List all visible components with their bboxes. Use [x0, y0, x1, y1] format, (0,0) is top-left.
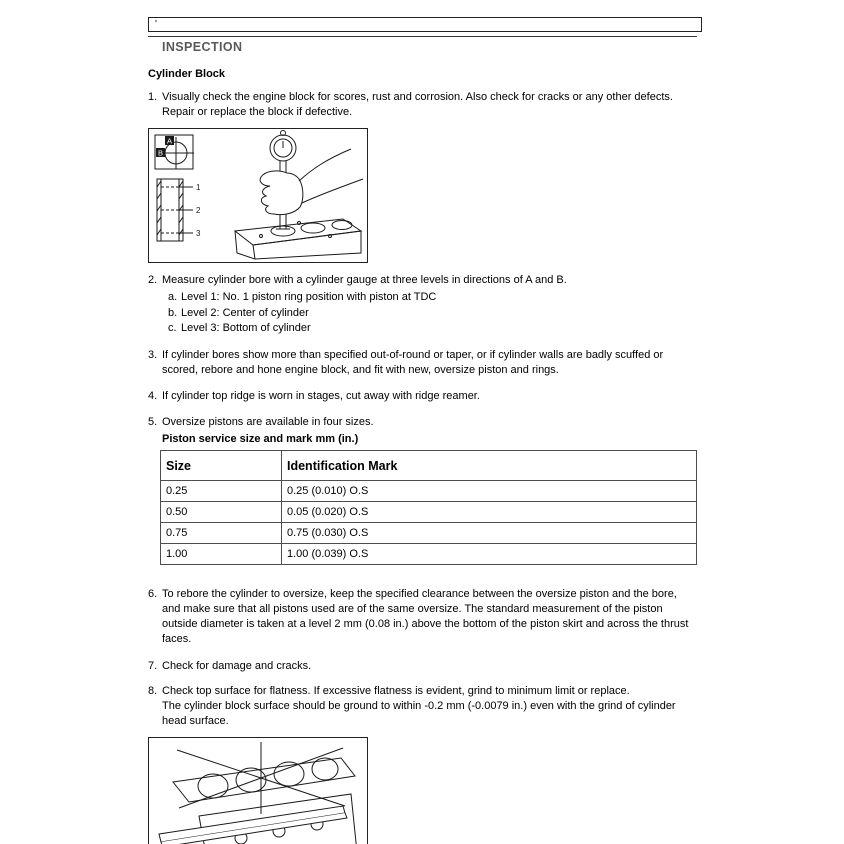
- step-text: Oversize pistons are available in four sizes.: [162, 415, 374, 428]
- sub-item-a: [168, 290, 697, 306]
- page-header-box: [148, 17, 702, 32]
- step-text: If cylinder bores show more than specified out-of-round or taper, or if cylinder walls are badly scuffed or scored, rebore and hone engine block, and fit with new, oversize piston and rings.: [162, 348, 664, 376]
- table-caption: Piston service size and mark mm (in.): [162, 432, 359, 445]
- figure-flatness-check: [148, 737, 368, 844]
- step-number: 2.: [148, 274, 158, 286]
- step-1: [148, 90, 697, 120]
- step-8: [148, 684, 697, 729]
- sub-item-text: Level 3: Bottom of cylinder: [181, 322, 311, 334]
- sub-item-label: a.: [168, 291, 178, 303]
- step-number: 5.: [148, 415, 158, 428]
- step-2: [148, 273, 697, 288]
- deck-surface-icon: [173, 758, 355, 802]
- straightedge-icon: [159, 806, 345, 842]
- sub-item-text: Level 1: No. 1 piston ring position with piston at TDC: [181, 291, 437, 303]
- figure-label-a: A: [166, 136, 173, 146]
- step-4: [148, 389, 697, 404]
- section-divider: [148, 36, 697, 37]
- step-text-continued: The cylinder block surface should be ground to within -0.2 mm (-0.0079 in.) even with the grind of cylinder head surface.: [162, 699, 676, 727]
- sub-item-label: c.: [168, 322, 177, 334]
- table-row: [161, 480, 697, 501]
- sub-item-b: [168, 306, 697, 322]
- step-text: Measure cylinder bore with a cylinder gauge at three levels in directions of A and B.: [162, 274, 567, 286]
- cell-mark: 0.25 (0.010) O.S: [282, 480, 697, 501]
- step-text: Check for damage and cracks.: [162, 659, 312, 672]
- sub-item-label: b.: [168, 306, 178, 319]
- sub-item-text: Level 2: Center of cylinder: [181, 306, 309, 319]
- figure-label-level1: 1: [196, 183, 201, 192]
- header-identification-mark: Identification Mark: [282, 450, 697, 480]
- engine-block-icon: [235, 219, 361, 259]
- cell-mark: 0.75 (0.030) O.S: [282, 522, 697, 543]
- section-title: INSPECTION: [162, 40, 243, 54]
- subsection-title: Cylinder Block: [148, 68, 226, 80]
- figure-bore-gauge: [148, 128, 368, 263]
- bore-gauge-drawing: [149, 129, 367, 262]
- sub-item-c: [168, 321, 697, 337]
- step-text: Visually check the engine block for scores, rust and corrosion. Also check for cracks or any other defects. Repair or replace the block if defective.: [162, 91, 673, 118]
- figure-label-level2: 2: [196, 206, 201, 215]
- step-text: If cylinder top ridge is worn in stages, cut away with ridge reamer.: [162, 389, 480, 402]
- cell-size: 0.50: [161, 501, 282, 522]
- header-size: Size: [161, 450, 282, 480]
- step-6: [148, 587, 697, 647]
- table-header-row: [161, 450, 697, 480]
- figure-label-level3: 3: [196, 229, 201, 238]
- step-number: 8.: [148, 684, 158, 697]
- step-text: To rebore the cylinder to oversize, keep the specified clearance between the oversize piston and the bore, and make sure that all pistons used are of the same oversize. The standard measurement of the piston outside diameter is taken at a level 2 mm (0.08 in.) above the bottom of the piston skirt and across the thrust faces.: [162, 587, 689, 645]
- header-mark: ': [155, 19, 157, 30]
- cylinder-section-icon: [157, 179, 193, 241]
- step-text-group: [162, 684, 697, 729]
- table-row: [161, 522, 697, 543]
- cell-size: 0.75: [161, 522, 282, 543]
- cell-mark: 0.05 (0.020) O.S: [282, 501, 697, 522]
- step-number: 7.: [148, 659, 158, 672]
- flatness-check-drawing: [149, 738, 367, 844]
- cell-size: 1.00: [161, 543, 282, 564]
- table-row: [161, 501, 697, 522]
- cell-size: 0.25: [161, 480, 282, 501]
- piston-size-table: [160, 450, 697, 565]
- step-5: [148, 415, 697, 430]
- level-sub-list: [168, 290, 697, 337]
- step-number: 1.: [148, 91, 158, 103]
- cell-mark: 1.00 (0.039) O.S: [282, 543, 697, 564]
- step-3: [148, 348, 697, 378]
- step-number: 4.: [148, 389, 158, 402]
- step-text: Check top surface for flatness. If excessive flatness is evident, grind to minimum limit or replace.: [162, 684, 630, 697]
- table-row: [161, 543, 697, 564]
- step-7: [148, 659, 697, 674]
- figure-label-b: B: [157, 148, 164, 158]
- page-content: [148, 36, 697, 844]
- step-number: 3.: [148, 348, 158, 361]
- step-number: 6.: [148, 587, 158, 600]
- hand-icon: [260, 171, 303, 215]
